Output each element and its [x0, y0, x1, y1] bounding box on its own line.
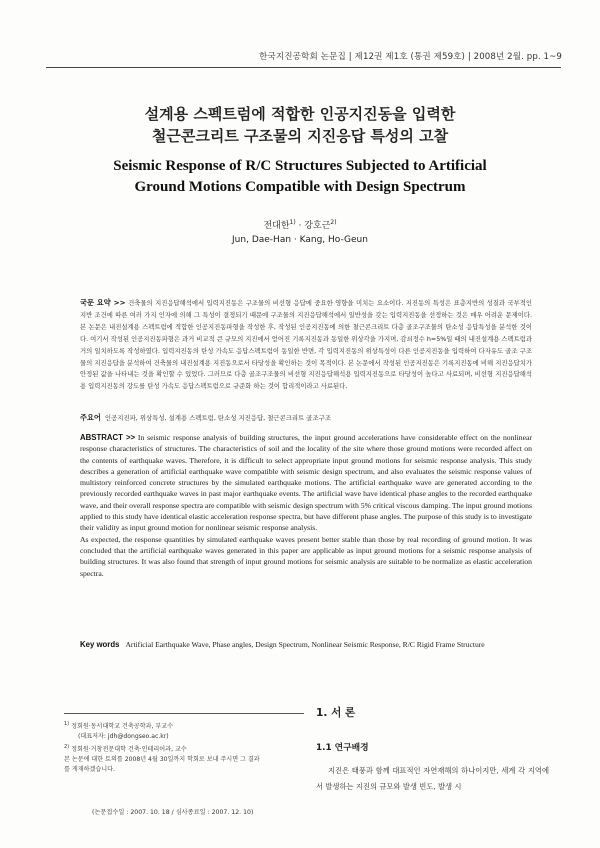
subsection-heading: 1.1 연구배경 [316, 743, 369, 753]
english-abstract-text-1: In seismic response analysis of building structures, the input ground accelerations have considerable effect on the nonlinear response characteristics of structures. The characteristics of soil and the locality of the site where those ground motions were recorded affect on the contents of earthquake waves. Therefore, it is difficult to select appropriate input ground motions for seismic response analysis. This study describes a generation of artificial earthquake wave compatible with seismic design spectrum, and also evaluates the seismic response values of multistory reinforced concrete structures by the simulated earthquake motions. The artificial earthquake wave are generated according to the previously recorded earthquake waves in past major earthquake events. The artificial wave have identical phase angles to the recorded earthquake wave, and their overall response spectra are compatible with seismic design spectrum with 5% critical viscous damping. The input ground motions applied to this study have identical elastic acceleration response spectra, but have different phase angles. The purpose of this study is to investigate their validity as input ground motion for nonlinear seismic response analysis. [80, 433, 532, 533]
footnote-2-affiliation: 정회원·거창전문대학 건축·인테리어과, 교수 [71, 746, 187, 754]
footnote-2 [64, 742, 314, 755]
footnote-1-affiliation: 정회원·동서대학교 건축공학과, 부교수 [71, 723, 174, 731]
korean-keywords [80, 413, 532, 423]
korean-title-line-1: 설계용 스펙트럼에 적합한 인공지진동을 입력한 [144, 105, 456, 123]
discussion-notice-line-1: 본 논문에 대한 토의를 2008년 4월 30일까지 학회로 보내 주시면 그 결과 [64, 756, 260, 764]
journal-header: 한국지진공학회 논문집 | 제12권 제1호 (통권 제59호) | 2008년 2월. pp. 1~9 [259, 52, 562, 62]
author-1-mark: 1) [289, 219, 296, 226]
section-heading: 1. 서 론 [316, 707, 356, 719]
footnote-1-contact: (대표저자: jdh@dongseo.ac.kr) [78, 733, 169, 741]
english-keywords-text: Artificial Earthquake Wave, Phase angles, Design Spectrum, Nonlinear Seismic Response, R/C Rigid Frame Structure [125, 640, 485, 649]
english-abstract-paragraph-1 [80, 432, 532, 534]
english-title [0, 156, 600, 198]
author-1-name: 전대한 [263, 221, 290, 231]
author-separator: · [295, 221, 305, 231]
english-keywords [80, 640, 540, 649]
footnote-rule [64, 713, 304, 714]
english-abstract-paragraph-2: As expected, the response quantities by simulated earthquake waves present better stable than those by real recording of ground motion. It was concluded that the artificial earthquake waves generated in this paper are applicable as input ground motions for a seismic response analysis of building structures. It was also found that strength of input ground motions for seismic analysis are suitable to be normalize as elastic acceleration spectra. [80, 534, 532, 578]
footnote-1-mark: 1) [64, 721, 70, 727]
header-rule [46, 67, 561, 68]
author-2-mark: 2) [330, 219, 337, 226]
english-title-line-1: Seismic Response of R/C Structures Subjected to Artificial [113, 158, 487, 174]
korean-title [0, 103, 600, 147]
footnote-1 [64, 719, 314, 732]
english-abstract [80, 432, 532, 579]
korean-abstract-text: 건축물의 지진응답해석에서 입력지진동은 구조물의 비선형 응답에 중요한 영향을 미치는 요소이다. 지진동의 특성은 표층지반의 성질과 국부적인 지반 조건에 따른 여러 가지 인자에 의해 그 특성이 결정되기 때문에 구조물의 지진응답해석에서 일반성을 갖는 입력지진동을 선정하는 것은 매우 어려운 문제이다. 본 논문은 내진설계용 스펙트럼에 적합한 인공지진동파형을 작성한 후, 작성된 인공지진동에 의한 철근콘크리트 다층 골조구조물의 탄소성 응답특성을 분석한 것이다. 여기서 작성된 인공지진동파형은 과거 비교적 큰 규모의 지진에서 얻어진 기록지진동과 동일한 위상각을 가지며, 감쇠정수 h=5%일 때의 내진설계용 스펙트럼과 거의 일치하도록 작성하였다. 입력지진동의 탄성 가속도 응답스펙트럼이 동일한 반면, 각 입력지진동의 위상특성이 다른 인공지진동을 입력하여 다자유도 골조 구조물의 지진응답을 분석하여 건축물의 내진설계용 지진동으로서 타당성을 확인하는 것이 목적이다. 본 논문에서 작성된 인공지진동은 기록지진동에 비해 지진응답치가 안정된 값을 나타내는 것을 확인할 수 있었다. 그러므로 다층 골조구조물의 비선형 지진응답해석용 입력지진동으로 타당성이 높다고 사료되며, 비선형 지진응답해석용 입력지진동의 강도를 탄성 가속도 응답스펙트럼으로 규준화 하는 것이 합리적이라고 사료된다. [80, 300, 532, 391]
submission-dates: (논문접수일 : 2007. 10. 18 / 심사종료일 : 2007. 12. 10) [92, 809, 254, 816]
korean-title-line-2: 철근콘크리트 구조물의 지진응답 특성의 고찰 [151, 127, 449, 145]
english-abstract-label: ABSTRACT >> [80, 433, 136, 442]
author-2-name: 강호근 [304, 221, 331, 231]
discussion-notice-line-2: 를 게재하겠습니다. [64, 766, 115, 774]
footnotes [64, 719, 314, 776]
korean-abstract-label: 국문 요약 >> [80, 298, 126, 307]
korean-keywords-label: 주요어 [80, 413, 101, 422]
authors-english: Jun, Dae-Han · Kang, Ho-Geun [232, 235, 368, 245]
korean-keywords-text: 인공지진파, 위상특성, 설계용 스펙트럼, 탄소성 지진응답, 철근콘크리트 골조구조 [104, 414, 331, 422]
english-keywords-label: Key words [80, 640, 120, 649]
introduction-body-text: 지진은 태풍과 함께 대표적인 자연재해의 하나이지만, 세계 각 지역에서 발생하는 지진의 규모와 발생 빈도, 발생 시 [316, 766, 549, 791]
korean-abstract [80, 297, 532, 393]
footnote-2-mark: 2) [64, 744, 70, 751]
english-title-line-2: Ground Motions Compatible with Design Spectrum [134, 179, 466, 195]
authors-korean [0, 218, 600, 231]
